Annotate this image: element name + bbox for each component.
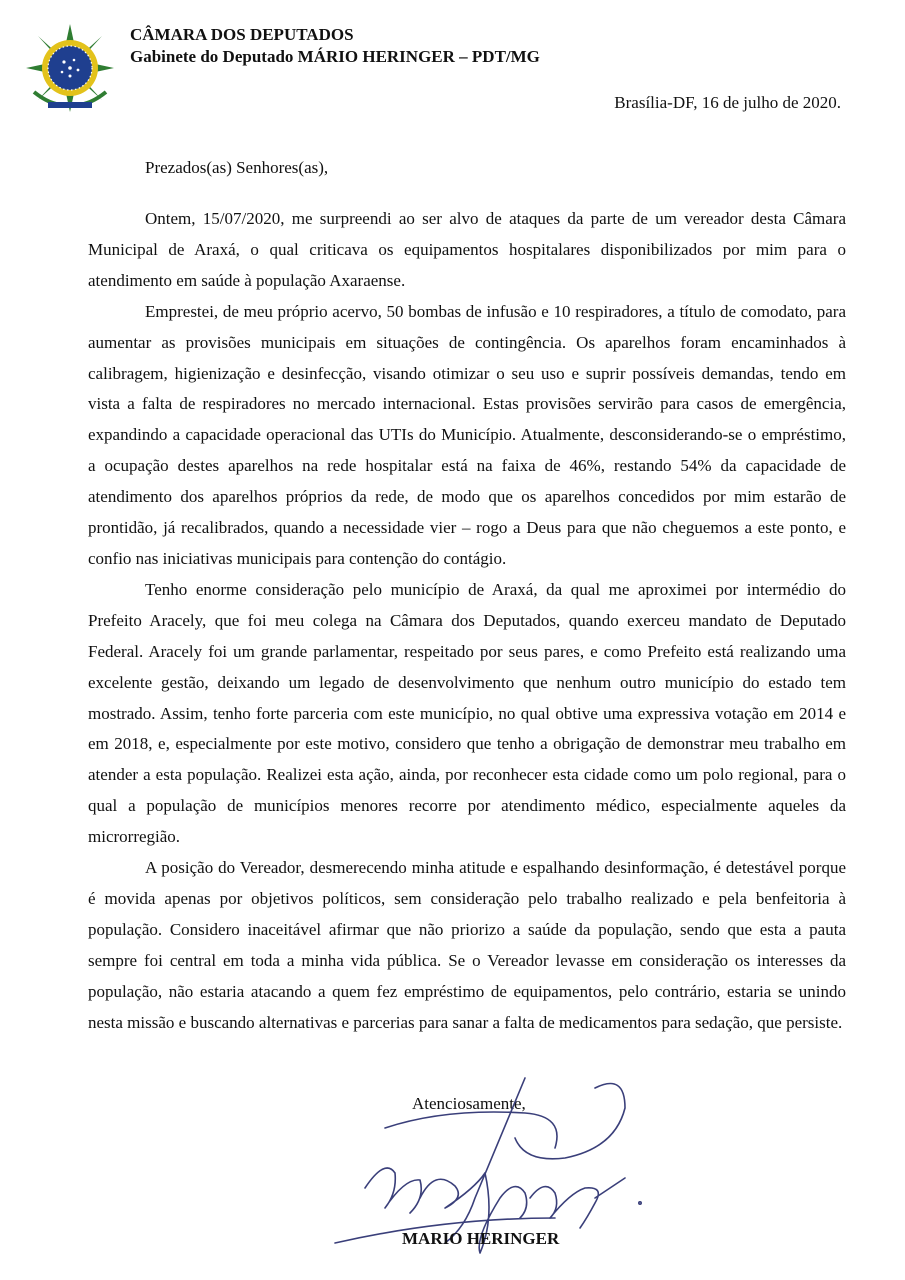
paragraph: Tenho enorme consideração pelo município de Araxá, da qual me aproximei por intermédio do Prefeito Aracely, que foi meu colega na Câmara dos Deputados, quando exerceu mandato de Deputado Federal. Aracely foi um grande parlamentar, respeitado por seus pares, e como Prefeito está realizando uma excelente gestão, deixando um legado de desenvolvimento que nenhum outro município do estado tem mostrado. Assim, tenho forte parceria com este município, no qual obtive uma expressiva votação em 2014 e em 2018, e, especialmente por este motivo, considero que tenho a obrigação de demonstrar meu trabalho em atender a esta população. Realizei esta ação, ainda, por reconhecer esta cidade como um polo regional, para o qual a população de municípios menores recorre por atendimento médico, especialmente aqueles da microrregião. [88,579,846,847]
office-name: Gabinete do Deputado MÁRIO HERINGER – PDT/MG [130,47,540,66]
paragraph: A posição do Vereador, desmerecendo minha atitude e espalhando desinformação, é detestável porque é movida apenas por objetivos políticos, sem consideração pelo trabalho realizado e pela benfeitoria à população. Considero inaceitável afirmar que não priorizo a saúde da população, sendo que esta a pauta sempre foi central em toda a minha vida pública. Se o Vereador levasse em consideração os interesses da população, não estaria atacando a quem fez empréstimo de equipamentos, pelo contrário, estaria se unindo nesta missão e buscando alternativas e parcerias para sanar a falta de medicamentos para sedação, que persiste. [88,858,846,1032]
closing: Atenciosamente, [412,1094,526,1113]
letter-body [88,204,846,1038]
paragraph: Emprestei, de meu próprio acervo, 50 bombas de infusão e 10 respiradores, a título de comodato, para aumentar as provisões municipais em situações de contingência. Os aparelhos foram encaminhados à calibragem, higienização e desinfecção, visando otimizar o seu uso e suprir possíveis demandas, tendo em vista a falta de respiradores no mercado internacional. Estas provisões servirão para casos de emergência, expandindo a capacidade operacional das UTIs do Município. Atualmente, desconsiderando-se o empréstimo, a ocupação destes aparelhos na rede hospitalar está na faixa de 46%, restando 54% da capacidade de atendimento dos aparelhos próprios da rede, de modo que os aparelhos concedidos por mim estarão de prontidão, já recalibrados, quando a necessidade vier – rogo a Deus para que não cheguemos a este ponto, e confio nas iniciativas municipais para contenção do contágio. [88,301,846,568]
salutation: Prezados(as) Senhores(as), [145,158,329,177]
brazil-coat-of-arms-icon [24,22,116,114]
institution-name: CÂMARA DOS DEPUTADOS [130,25,354,44]
paragraph: Ontem, 15/07/2020, me surpreendi ao ser alvo de ataques da parte de um vereador desta Câmara Municipal de Araxá, o qual criticava os equipamentos hospitalares disponibilizados por mim para o atendimento em saúde à população Axaraense. [88,209,846,290]
letterhead [130,24,540,68]
signer-name: MARIO HERINGER [402,1229,560,1248]
date-line: Brasília-DF, 16 de julho de 2020. [614,93,841,112]
